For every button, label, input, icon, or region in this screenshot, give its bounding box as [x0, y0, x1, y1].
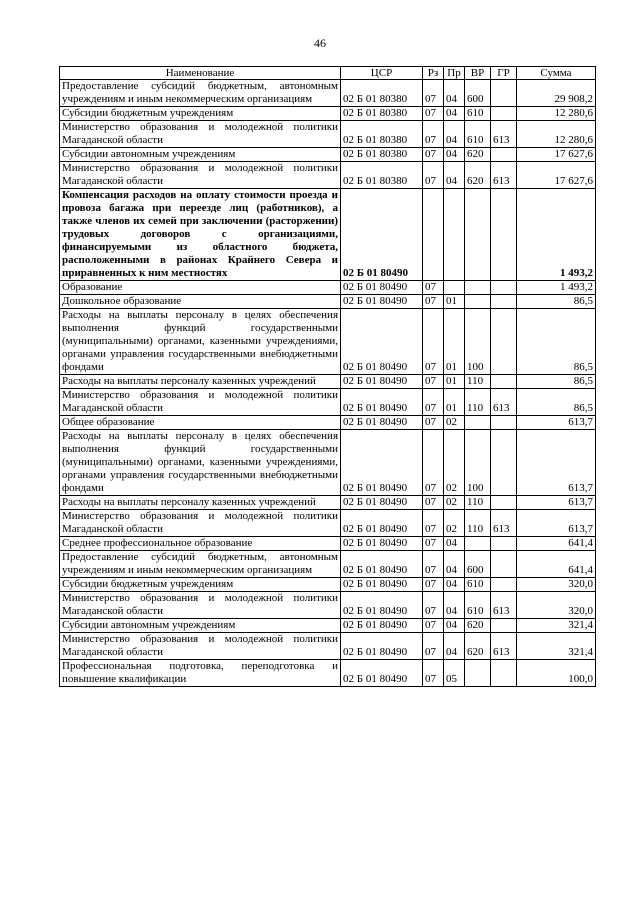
cell-vr: 620 — [465, 148, 491, 162]
cell-sum: 641,4 — [517, 537, 596, 551]
cell-pr: 01 — [444, 375, 465, 389]
cell-gr — [491, 375, 517, 389]
cell-sum: 86,5 — [517, 295, 596, 309]
cell-gr — [491, 537, 517, 551]
cell-sum: 613,7 — [517, 430, 596, 496]
table-row — [60, 430, 596, 496]
cell-gr — [491, 295, 517, 309]
cell-csr: 02 Б 01 80380 — [341, 121, 423, 148]
cell-csr: 02 Б 01 80490 — [341, 619, 423, 633]
table-row — [60, 389, 596, 416]
cell-sum: 321,4 — [517, 619, 596, 633]
cell-rz: 07 — [423, 578, 444, 592]
cell-vr — [465, 416, 491, 430]
cell-csr: 02 Б 01 80380 — [341, 107, 423, 121]
cell-gr — [491, 430, 517, 496]
cell-name: Субсидии бюджетным учреждениям — [60, 107, 341, 121]
cell-vr: 110 — [465, 375, 491, 389]
cell-name: Министерство образования и молодежной политики Магаданской области — [60, 510, 341, 537]
cell-sum: 320,0 — [517, 578, 596, 592]
cell-csr: 02 Б 01 80380 — [341, 148, 423, 162]
cell-csr: 02 Б 01 80490 — [341, 416, 423, 430]
cell-name: Расходы на выплаты персоналу в целях обеспечения выполнения функций государственными (муниципальными) органами, казенными учреждениями, органами управления государственными внебюджетными фондами — [60, 309, 341, 375]
table-row — [60, 107, 596, 121]
cell-sum: 1 493,2 — [517, 281, 596, 295]
cell-name: Предоставление субсидий бюджетным, автономным учреждениям и иным некоммерческим организациям — [60, 551, 341, 578]
table-row — [60, 510, 596, 537]
cell-rz: 07 — [423, 107, 444, 121]
cell-pr: 01 — [444, 309, 465, 375]
cell-name: Субсидии бюджетным учреждениям — [60, 578, 341, 592]
cell-pr: 02 — [444, 416, 465, 430]
cell-csr: 02 Б 01 80380 — [341, 162, 423, 189]
cell-vr: 600 — [465, 80, 491, 107]
cell-rz: 07 — [423, 633, 444, 660]
table-row — [60, 416, 596, 430]
table-row — [60, 295, 596, 309]
cell-vr — [465, 537, 491, 551]
cell-vr — [465, 295, 491, 309]
cell-vr — [465, 660, 491, 687]
cell-vr: 610 — [465, 578, 491, 592]
cell-gr: 613 — [491, 389, 517, 416]
header-rz: Рз — [423, 67, 444, 80]
cell-pr: 04 — [444, 107, 465, 121]
cell-csr: 02 Б 01 80490 — [341, 592, 423, 619]
cell-rz: 07 — [423, 416, 444, 430]
cell-rz: 07 — [423, 295, 444, 309]
cell-sum: 12 280,6 — [517, 121, 596, 148]
cell-pr: 01 — [444, 389, 465, 416]
cell-vr: 610 — [465, 121, 491, 148]
cell-name: Министерство образования и молодежной политики Магаданской области — [60, 592, 341, 619]
cell-name: Расходы на выплаты персоналу казенных учреждений — [60, 496, 341, 510]
cell-sum: 641,4 — [517, 551, 596, 578]
cell-vr: 620 — [465, 633, 491, 660]
cell-rz: 07 — [423, 430, 444, 496]
cell-pr: 04 — [444, 551, 465, 578]
cell-vr: 100 — [465, 430, 491, 496]
cell-vr — [465, 189, 491, 281]
cell-pr: 04 — [444, 121, 465, 148]
cell-rz: 07 — [423, 121, 444, 148]
cell-rz: 07 — [423, 537, 444, 551]
cell-sum: 12 280,6 — [517, 107, 596, 121]
cell-gr — [491, 309, 517, 375]
cell-name: Министерство образования и молодежной политики Магаданской области — [60, 389, 341, 416]
cell-name: Образование — [60, 281, 341, 295]
table-row — [60, 121, 596, 148]
cell-csr: 02 Б 01 80490 — [341, 660, 423, 687]
cell-gr — [491, 107, 517, 121]
cell-sum: 17 627,6 — [517, 162, 596, 189]
cell-rz: 07 — [423, 375, 444, 389]
table-row — [60, 281, 596, 295]
cell-vr: 110 — [465, 389, 491, 416]
cell-gr — [491, 578, 517, 592]
header-sum: Сумма — [517, 67, 596, 80]
page-number: 46 — [314, 36, 326, 50]
cell-csr: 02 Б 01 80490 — [341, 295, 423, 309]
cell-rz: 07 — [423, 551, 444, 578]
cell-name: Субсидии автономным учреждениям — [60, 148, 341, 162]
table-row — [60, 578, 596, 592]
cell-pr: 04 — [444, 578, 465, 592]
cell-vr: 110 — [465, 510, 491, 537]
cell-rz: 07 — [423, 592, 444, 619]
cell-pr: 02 — [444, 510, 465, 537]
cell-name: Расходы на выплаты персоналу в целях обеспечения выполнения функций государственными (муниципальными) органами, казенными учреждениями, органами управления государственными внебюджетными фондами — [60, 430, 341, 496]
cell-pr: 05 — [444, 660, 465, 687]
cell-rz: 07 — [423, 162, 444, 189]
cell-rz: 07 — [423, 510, 444, 537]
cell-sum: 613,7 — [517, 496, 596, 510]
cell-vr: 610 — [465, 592, 491, 619]
cell-gr: 613 — [491, 592, 517, 619]
cell-name: Расходы на выплаты персоналу казенных учреждений — [60, 375, 341, 389]
cell-name: Субсидии автономным учреждениям — [60, 619, 341, 633]
cell-name: Дошкольное образование — [60, 295, 341, 309]
table-row — [60, 309, 596, 375]
cell-sum: 1 493,2 — [517, 189, 596, 281]
cell-pr: 04 — [444, 537, 465, 551]
cell-gr — [491, 660, 517, 687]
cell-pr: 01 — [444, 295, 465, 309]
cell-csr: 02 Б 01 80490 — [341, 537, 423, 551]
cell-vr: 610 — [465, 107, 491, 121]
cell-csr: 02 Б 01 80490 — [341, 551, 423, 578]
cell-rz: 07 — [423, 389, 444, 416]
cell-pr: 04 — [444, 80, 465, 107]
cell-gr — [491, 80, 517, 107]
cell-vr — [465, 281, 491, 295]
cell-name: Среднее профессиональное образование — [60, 537, 341, 551]
table-row — [60, 660, 596, 687]
cell-gr — [491, 619, 517, 633]
cell-sum: 613,7 — [517, 510, 596, 537]
cell-rz: 07 — [423, 660, 444, 687]
header-vr: ВР — [465, 67, 491, 80]
table-row — [60, 375, 596, 389]
header-gr: ГР — [491, 67, 517, 80]
cell-pr: 04 — [444, 633, 465, 660]
cell-pr: 02 — [444, 430, 465, 496]
cell-gr — [491, 551, 517, 578]
table-header-row — [60, 67, 596, 80]
cell-pr: 02 — [444, 496, 465, 510]
cell-rz: 07 — [423, 148, 444, 162]
cell-pr — [444, 281, 465, 295]
table-row — [60, 496, 596, 510]
cell-vr: 600 — [465, 551, 491, 578]
cell-pr: 04 — [444, 619, 465, 633]
header-csr: ЦСР — [341, 67, 423, 80]
header-name: Наименование — [60, 67, 341, 80]
table-row — [60, 162, 596, 189]
header-pr: Пр — [444, 67, 465, 80]
cell-pr: 04 — [444, 592, 465, 619]
cell-pr: 04 — [444, 148, 465, 162]
cell-name: Министерство образования и молодежной политики Магаданской области — [60, 633, 341, 660]
table-row — [60, 619, 596, 633]
cell-rz — [423, 189, 444, 281]
cell-sum: 86,5 — [517, 389, 596, 416]
cell-csr: 02 Б 01 80490 — [341, 510, 423, 537]
table-row — [60, 80, 596, 107]
cell-sum: 321,4 — [517, 633, 596, 660]
cell-csr: 02 Б 01 80490 — [341, 309, 423, 375]
cell-csr: 02 Б 01 80490 — [341, 496, 423, 510]
cell-pr — [444, 189, 465, 281]
table-row — [60, 537, 596, 551]
table-row — [60, 148, 596, 162]
cell-name: Общее образование — [60, 416, 341, 430]
cell-gr: 613 — [491, 121, 517, 148]
budget-table — [59, 66, 596, 687]
cell-csr: 02 Б 01 80380 — [341, 80, 423, 107]
cell-name: Предоставление субсидий бюджетным, автономным учреждениям и иным некоммерческим организациям — [60, 80, 341, 107]
cell-csr: 02 Б 01 80490 — [341, 578, 423, 592]
cell-csr: 02 Б 01 80490 — [341, 389, 423, 416]
cell-name: Компенсация расходов на оплату стоимости проезда и провоза багажа при переезде лиц (работников), а также членов их семей при заключении (расторжении) трудовых договоров с организациями, финансируемыми из областного бюджета, расположенными в районах Крайнего Севера и приравненных к ним местностях — [60, 189, 341, 281]
cell-vr: 620 — [465, 619, 491, 633]
cell-gr — [491, 148, 517, 162]
cell-vr: 100 — [465, 309, 491, 375]
table-row — [60, 592, 596, 619]
table-row — [60, 551, 596, 578]
cell-pr: 04 — [444, 162, 465, 189]
cell-vr: 110 — [465, 496, 491, 510]
cell-csr: 02 Б 01 80490 — [341, 633, 423, 660]
cell-sum: 613,7 — [517, 416, 596, 430]
cell-csr: 02 Б 01 80490 — [341, 430, 423, 496]
cell-gr — [491, 189, 517, 281]
cell-gr: 613 — [491, 162, 517, 189]
cell-rz: 07 — [423, 496, 444, 510]
cell-rz: 07 — [423, 619, 444, 633]
cell-sum: 29 908,2 — [517, 80, 596, 107]
cell-csr: 02 Б 01 80490 — [341, 189, 423, 281]
cell-rz: 07 — [423, 309, 444, 375]
cell-rz: 07 — [423, 281, 444, 295]
table-body — [60, 80, 596, 687]
cell-csr: 02 Б 01 80490 — [341, 375, 423, 389]
cell-rz: 07 — [423, 80, 444, 107]
cell-name: Профессиональная подготовка, переподготовка и повышение квалификации — [60, 660, 341, 687]
cell-sum: 86,5 — [517, 309, 596, 375]
cell-csr: 02 Б 01 80490 — [341, 281, 423, 295]
cell-name: Министерство образования и молодежной политики Магаданской области — [60, 162, 341, 189]
cell-gr: 613 — [491, 510, 517, 537]
cell-name: Министерство образования и молодежной политики Магаданской области — [60, 121, 341, 148]
cell-gr — [491, 416, 517, 430]
table-row — [60, 189, 596, 281]
cell-sum: 100,0 — [517, 660, 596, 687]
cell-sum: 86,5 — [517, 375, 596, 389]
cell-gr — [491, 496, 517, 510]
cell-gr: 613 — [491, 633, 517, 660]
cell-gr — [491, 281, 517, 295]
cell-sum: 320,0 — [517, 592, 596, 619]
cell-vr: 620 — [465, 162, 491, 189]
cell-sum: 17 627,6 — [517, 148, 596, 162]
table-row — [60, 633, 596, 660]
